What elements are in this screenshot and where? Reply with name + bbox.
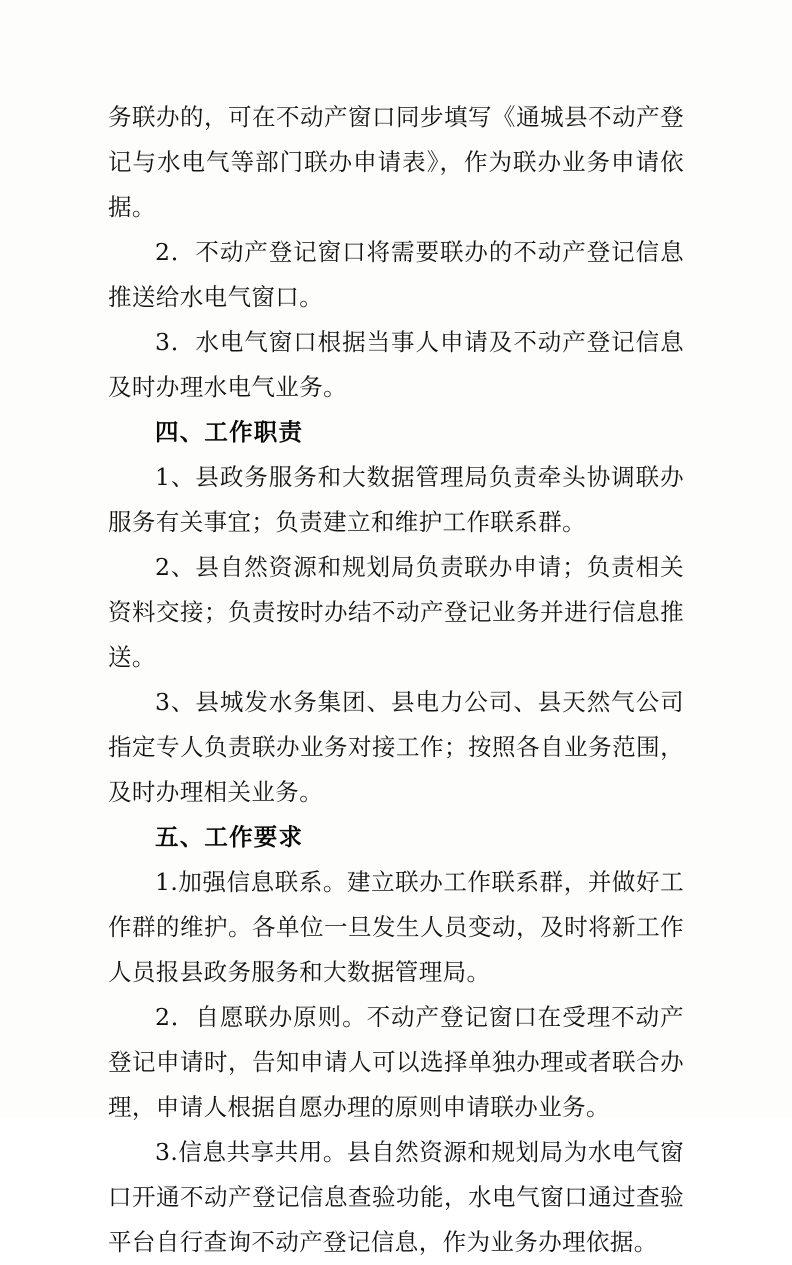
paragraph-requirement-3: 3.信息共享共用。县自然资源和规划局为水电气窗口开通不动产登记信息查验功能，水电气窗口通过查验平台自行查询不动产登记信息，作为业务办理依据。 [108,1138,684,1256]
document-body [108,95,684,1265]
paragraph-requirement-2: 2．自愿联办原则。不动产登记窗口在受理不动产登记申请时，告知申请人可以选择单独办理或者联合办理，申请人根据自愿办理的原则申请联办业务。 [108,1003,684,1121]
paragraph-item-2-push: 2．不动产登记窗口将需要联办的不动产登记信息推送给水电气窗口。 [108,238,684,311]
paragraph-duty-2: 2、县自然资源和规划局负责联办申请；负责相关资料交接；负责按时办结不动产登记业务并进行信息推送。 [108,553,684,671]
section-heading-four: 四、工作职责 [155,418,304,446]
paragraph-duty-3: 3、县城发水务集团、县电力公司、县天然气公司指定专人负责联办业务对接工作；按照各自业务范围，及时办理相关业务。 [108,688,684,806]
paragraph-requirement-1: 1.加强信息联系。建立联办工作联系群，并做好工作群的维护。各单位一旦发生人员变动，及时将新工作人员报县政务服务和大数据管理局。 [108,868,684,986]
paragraph-item-3-utilities: 3．水电气窗口根据当事人申请及不动产登记信息及时办理水电气业务。 [108,328,684,401]
paragraph-continuation: 务联办的，可在不动产窗口同步填写《通城县不动产登记与水电气等部门联办申请表》，作为联办业务申请依据。 [108,103,684,221]
section-heading-five: 五、工作要求 [155,823,304,851]
paragraph-duty-1: 1、县政务服务和大数据管理局负责牵头协调联办服务有关事宜；负责建立和维护工作联系群。 [108,463,684,536]
